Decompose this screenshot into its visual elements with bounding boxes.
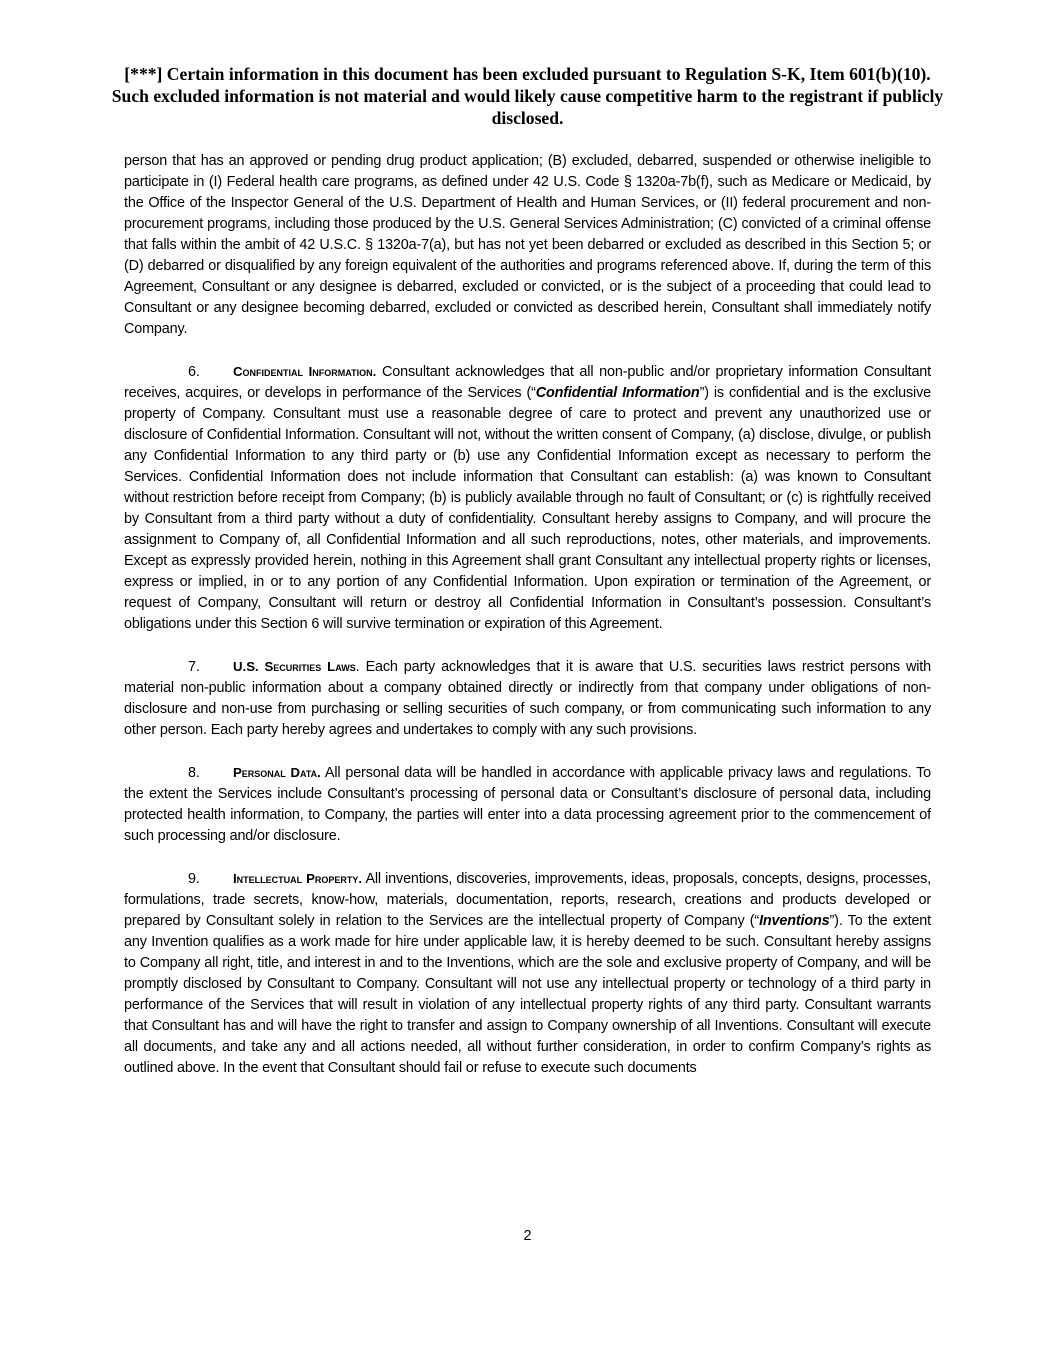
section-title: Personal Data. <box>233 765 321 780</box>
section-8-personal-data <box>124 762 931 847</box>
defined-term: Confidential Information <box>535 385 700 401</box>
section-title: U.S. Securities Laws <box>233 659 356 674</box>
section-7-securities-laws <box>124 656 931 741</box>
document-body <box>124 151 931 1100</box>
defined-term: Inventions <box>759 913 830 929</box>
section-title: Confidential Information. <box>233 364 377 379</box>
section-text: . Each party acknowledges that it is aware that U.S. securities laws restrict persons with material non-public information about a company obtained directly or indirectly from that company under obligations of non-disclosure and non-use from purchasing or selling securities of such company, or from communicating such information to any other person. Each party hereby agrees and undertakes to comply with any such provisions. <box>124 659 931 738</box>
redaction-notice: [***] Certain information in this document has been excluded pursuant to Regulation S-K, Item 601(b)(10). Such excluded information is not material and would likely cause competitive harm to the registrant if publicly disclosed. <box>111 64 944 128</box>
section-number: 8. <box>188 765 200 781</box>
section-6-confidential-information <box>124 361 931 635</box>
section-number: 6. <box>188 364 200 380</box>
section-text: All inventions, discoveries, improvements, ideas, proposals, concepts, designs, processes, formulations, trade secrets, know-how, materials, documentation, reports, research, creations and products developed or prepared by Consultant solely in relation to the Services are the intellectual property of Company (“ <box>124 871 931 929</box>
section-text: ”). To the extent any Invention qualifies as a work made for hire under applicable law, it is hereby deemed to be such. Consultant hereby assigns to Company all right, title, and interest in and to the Inventions, which are the sole and exclusive property of Company, and will be promptly disclosed by Consultant to Company. Consultant will not use any intellectual property or technology of a third party in performance of the Services that will result in violation of any intellectual property rights of any third party. Consultant warrants that Consultant has and will have the right to transfer and assign to Company ownership of all Inventions. Consultant will execute all documents, and take any and all actions needed, all without further consideration, in order to confirm Company’s rights as outlined above. In the event that Consultant should fail or refuse to execute such documents <box>124 913 931 1076</box>
section-9-intellectual-property <box>124 868 931 1079</box>
section-number: 7. <box>188 659 200 675</box>
section-number: 9. <box>188 871 200 887</box>
section-text: All personal data will be handled in accordance with applicable privacy laws and regulations. To the extent the Services include Consultant’s processing of personal data or Consultant’s disclosure of personal data, including protected health information, to Company, the parties will enter into a data processing agreement prior to the commencement of such processing and/or disclosure. <box>124 765 931 844</box>
section-text: Consultant acknowledges that all non-public and/or proprietary information Consultant receives, acquires, or develops in performance of the Services (“ <box>124 364 931 401</box>
section-text: ”) is confidential and is the exclusive property of Company. Consultant must use a reasonable degree of care to protect and prevent any unauthorized use or disclosure of Confidential Information. Consultant will not, without the written consent of Company, (a) disclose, divulge, or publish any Confidential Information to any third party or (b) use any Confidential Information except as necessary to perform the Services. Confidential Information does not include information that Consultant can establish: (a) was known to Consultant without restriction before receipt from Company; (b) is publicly available through no fault of Consultant; or (c) is rightfully received by Consultant from a third party without a duty of confidentiality. Consultant hereby assigns to Company, and will procure the assignment to Company of, all Confidential Information and all such reproductions, notes, other materials, and improvements. Except as expressly provided herein, nothing in this Agreement shall grant Consultant any intellectual property rights or licenses, express or implied, in or to any portion of any Confidential Information. Upon expiration or termination of the Agreement, or request of Company, Consultant will return or destroy all Confidential Information in Consultant’s possession. Consultant’s obligations under this Section 6 will survive termination or expiration of this Agreement. <box>124 385 931 632</box>
paragraph-continuation: person that has an approved or pending drug product application; (B) excluded, debarred, suspended or otherwise ineligible to participate in (I) Federal health care programs, as defined under 42 U.S. Code § 1320a-7b(f), such as Medicare or Medicaid, by the Office of the Inspector General of the U.S. Department of Health and Human Services, or (II) federal procurement and non-procurement programs, including those produced by the U.S. General Services Administration; (C) convicted of a criminal offense that falls within the ambit of 42 U.S.C. § 1320a-7(a), but has not yet been debarred or excluded as described in this Section 5; or (D) debarred or disqualified by any foreign equivalent of the authorities and programs referenced above. If, during the term of this Agreement, Consultant or any designee is debarred, excluded or convicted, or is the subject of a proceeding that could lead to Consultant or any designee becoming debarred, excluded or convicted as described herein, Consultant shall immediately notify Company. <box>124 153 931 337</box>
page-number: 2 <box>523 1228 532 1244</box>
section-title: Intellectual Property. <box>233 871 363 886</box>
